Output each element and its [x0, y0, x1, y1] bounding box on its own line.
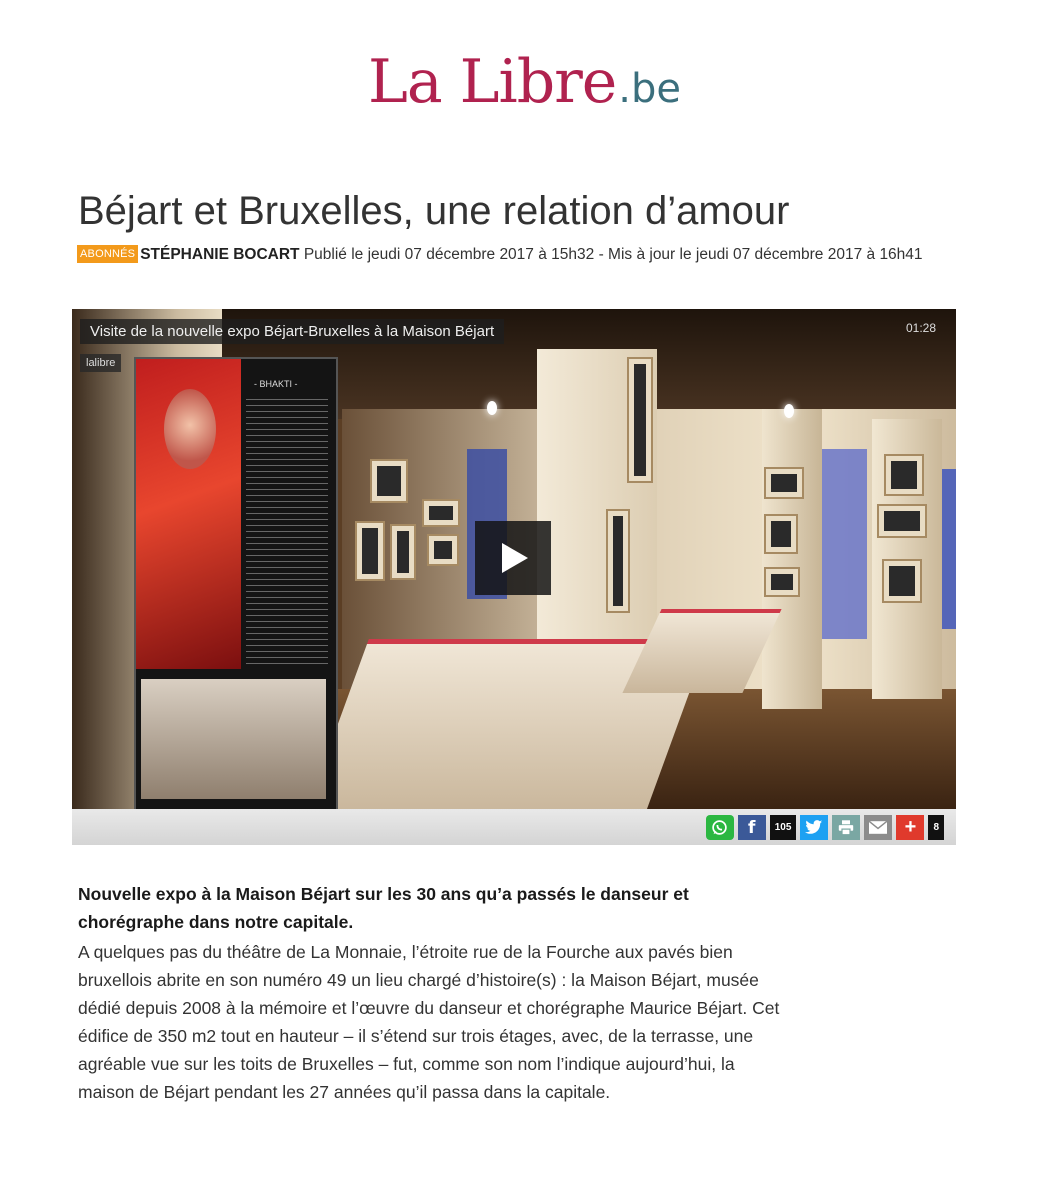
- envelope-icon: [869, 821, 887, 834]
- video-scene-poster-heading: - BHAKTI -: [254, 379, 298, 389]
- article-title: Béjart et Bruxelles, une relation d’amour: [78, 189, 790, 233]
- video-scene-frame: [355, 521, 385, 581]
- plus-icon: +: [904, 816, 917, 838]
- video-scene-poster-text: [246, 399, 328, 669]
- more-share-count: 8: [928, 815, 944, 840]
- body-line: agréable vue sur les toits de Bruxelles – fut, comme son nom l’indique aujourd’hui, la: [78, 1054, 735, 1074]
- video-player[interactable]: [72, 309, 956, 809]
- video-scene-frame: [422, 499, 460, 527]
- video-scene-frame: [427, 534, 459, 566]
- video-scene-poster: [134, 357, 338, 809]
- logo-tld-text: .be: [618, 66, 682, 112]
- lead-line: chorégraphe dans notre capitale.: [78, 912, 354, 932]
- video-scene-frame: [370, 459, 408, 503]
- lead-line: Nouvelle expo à la Maison Béjart sur les 30 ans qu’a passés le danseur et: [78, 884, 689, 904]
- share-buttons: [706, 815, 944, 840]
- video-scene-frame: [606, 509, 630, 613]
- video-scene-frame: [764, 514, 798, 554]
- facebook-icon: f: [748, 817, 756, 838]
- video-scene-frame: [764, 567, 800, 597]
- author-name[interactable]: STÉPHANIE BOCART: [140, 246, 300, 263]
- printer-icon: [838, 820, 854, 835]
- share-toolbar: [72, 809, 956, 845]
- play-icon: [502, 543, 528, 573]
- facebook-share-button[interactable]: [738, 815, 766, 840]
- video-scene-spotlight: [784, 404, 794, 418]
- subscribers-badge: ABONNÉS: [77, 245, 138, 263]
- body-line: maison de Béjart pendant les 27 années qu’il passa dans la capitale.: [78, 1082, 611, 1102]
- twitter-icon: [805, 820, 823, 835]
- print-button[interactable]: [832, 815, 860, 840]
- twitter-share-button[interactable]: [800, 815, 828, 840]
- email-share-button[interactable]: [864, 815, 892, 840]
- body-line: bruxellois abrite en son numéro 49 un lieu chargé d’histoire(s) : la Maison Béjart, musée: [78, 970, 759, 990]
- video-scene-frame: [882, 559, 922, 603]
- article-lead: [78, 880, 938, 936]
- article-byline: [77, 245, 923, 264]
- video-scene-window: [817, 449, 867, 639]
- video-scene-frame: [884, 454, 924, 496]
- video-title[interactable]: Visite de la nouvelle expo Béjart-Bruxelles à la Maison Béjart: [80, 319, 504, 344]
- video-scene-frame: [627, 357, 653, 483]
- whatsapp-share-button[interactable]: [706, 815, 734, 840]
- video-scene-frame: [877, 504, 927, 538]
- body-line: édifice de 350 m2 tout en hauteur – il s’étend sur trois étages, avec, de la terrasse, une: [78, 1026, 754, 1046]
- body-line: A quelques pas du théâtre de La Monnaie, l’étroite rue de la Fourche aux pavés bien: [78, 942, 733, 962]
- more-share-button[interactable]: [896, 815, 924, 840]
- video-scene-frame: [764, 467, 804, 499]
- whatsapp-icon: [711, 819, 728, 836]
- play-button[interactable]: [475, 521, 551, 595]
- video-scene-frame: [390, 524, 416, 580]
- site-logo[interactable]: [0, 47, 1049, 117]
- publish-date: Publié le jeudi 07 décembre 2017 à 15h32 - Mis à jour le jeudi 07 décembre 2017 à 16h41: [303, 246, 923, 263]
- video-scene-poster-photo: [141, 679, 326, 799]
- logo-main-text: La Libre: [367, 47, 617, 117]
- body-line: dédié depuis 2008 à la mémoire et l’œuvre du danseur et chorégraphe Maurice Béjart. Cet: [78, 998, 780, 1018]
- video-scene-spotlight: [487, 401, 497, 415]
- video-scene-poster-face: [164, 389, 216, 469]
- facebook-share-count: 105: [770, 815, 797, 840]
- video-scene-pillar: [762, 409, 822, 709]
- article-body: [78, 938, 978, 1106]
- video-duration: 01:28: [905, 321, 936, 335]
- video-source-label: lalibre: [80, 354, 121, 372]
